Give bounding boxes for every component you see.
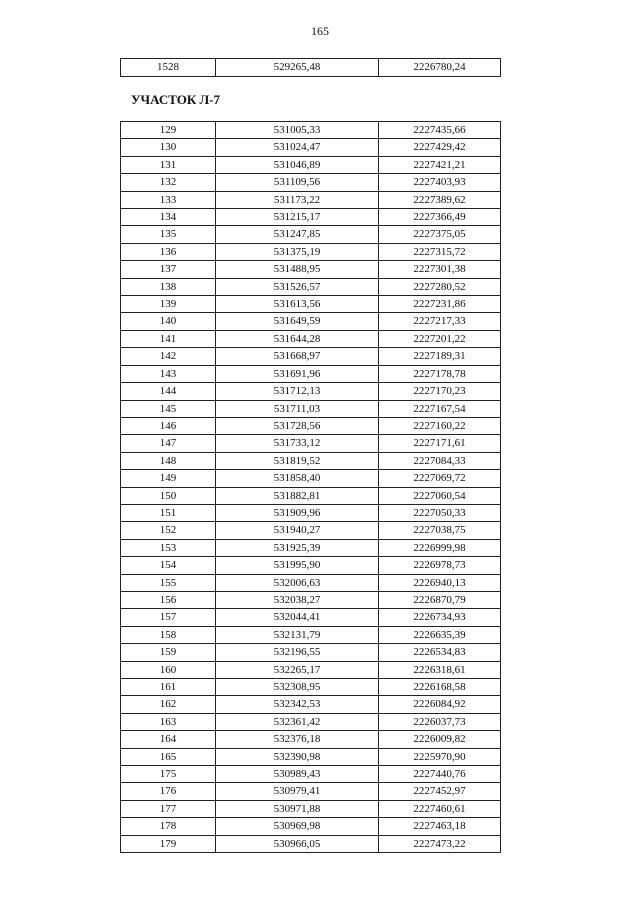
x-coordinate-cell: 532131,79 bbox=[216, 626, 379, 643]
top-coordinates-table bbox=[120, 58, 501, 77]
table-row bbox=[121, 122, 501, 139]
table-row bbox=[121, 261, 501, 278]
y-coordinate-cell: 2227189,31 bbox=[379, 348, 501, 365]
y-coordinate-cell: 2227060,54 bbox=[379, 487, 501, 504]
point-number-cell: 144 bbox=[121, 383, 216, 400]
y-coordinate-cell: 2226635,39 bbox=[379, 626, 501, 643]
section-coordinates-table bbox=[120, 121, 501, 853]
x-coordinate-cell: 530969,98 bbox=[216, 818, 379, 835]
point-number-cell: 142 bbox=[121, 348, 216, 365]
x-coordinate-cell: 532376,18 bbox=[216, 731, 379, 748]
table-row bbox=[121, 504, 501, 521]
x-coordinate-cell: 531668,97 bbox=[216, 348, 379, 365]
table-row bbox=[121, 487, 501, 504]
point-number-cell: 139 bbox=[121, 296, 216, 313]
point-number-cell: 143 bbox=[121, 365, 216, 382]
table-row bbox=[121, 800, 501, 817]
y-coordinate-cell: 2227201,22 bbox=[379, 330, 501, 347]
table-row bbox=[121, 679, 501, 696]
table-row bbox=[121, 348, 501, 365]
point-number-cell: 164 bbox=[121, 731, 216, 748]
point-number-cell: 1528 bbox=[121, 59, 216, 77]
x-coordinate-cell: 530979,41 bbox=[216, 783, 379, 800]
y-coordinate-cell: 2227389,62 bbox=[379, 191, 501, 208]
x-coordinate-cell: 530971,88 bbox=[216, 800, 379, 817]
x-coordinate-cell: 531925,39 bbox=[216, 539, 379, 556]
point-number-cell: 157 bbox=[121, 609, 216, 626]
y-coordinate-cell: 2227170,23 bbox=[379, 383, 501, 400]
y-coordinate-cell: 2227429,42 bbox=[379, 139, 501, 156]
y-coordinate-cell: 2227084,33 bbox=[379, 452, 501, 469]
x-coordinate-cell: 532342,53 bbox=[216, 696, 379, 713]
table-row bbox=[121, 243, 501, 260]
y-coordinate-cell: 2227178,78 bbox=[379, 365, 501, 382]
point-number-cell: 129 bbox=[121, 122, 216, 139]
point-number-cell: 135 bbox=[121, 226, 216, 243]
y-coordinate-cell: 2227069,72 bbox=[379, 470, 501, 487]
y-coordinate-cell: 2227421,21 bbox=[379, 156, 501, 173]
point-number-cell: 163 bbox=[121, 713, 216, 730]
x-coordinate-cell: 531733,12 bbox=[216, 435, 379, 452]
point-number-cell: 161 bbox=[121, 679, 216, 696]
x-coordinate-cell: 531712,13 bbox=[216, 383, 379, 400]
point-number-cell: 136 bbox=[121, 243, 216, 260]
x-coordinate-cell: 531247,85 bbox=[216, 226, 379, 243]
y-coordinate-cell: 2227301,38 bbox=[379, 261, 501, 278]
x-coordinate-cell: 530966,05 bbox=[216, 835, 379, 852]
y-coordinate-cell: 2227231,86 bbox=[379, 296, 501, 313]
y-coordinate-cell: 2226780,24 bbox=[379, 59, 501, 77]
table-row bbox=[121, 296, 501, 313]
point-number-cell: 130 bbox=[121, 139, 216, 156]
x-coordinate-cell: 531005,33 bbox=[216, 122, 379, 139]
y-coordinate-cell: 2226940,13 bbox=[379, 574, 501, 591]
point-number-cell: 178 bbox=[121, 818, 216, 835]
y-coordinate-cell: 2227217,33 bbox=[379, 313, 501, 330]
page-number: 165 bbox=[311, 24, 329, 38]
point-number-cell: 147 bbox=[121, 435, 216, 452]
table-row bbox=[121, 731, 501, 748]
table-row bbox=[121, 156, 501, 173]
table-row bbox=[121, 661, 501, 678]
x-coordinate-cell: 531882,81 bbox=[216, 487, 379, 504]
y-coordinate-cell: 2227171,61 bbox=[379, 435, 501, 452]
table-row bbox=[121, 713, 501, 730]
table-row bbox=[121, 644, 501, 661]
table-row bbox=[121, 139, 501, 156]
table-row bbox=[121, 435, 501, 452]
table-row bbox=[121, 696, 501, 713]
point-number-cell: 160 bbox=[121, 661, 216, 678]
table-row bbox=[121, 278, 501, 295]
y-coordinate-cell: 2227452,97 bbox=[379, 783, 501, 800]
table-row bbox=[121, 383, 501, 400]
table-row bbox=[121, 365, 501, 382]
y-coordinate-cell: 2227280,52 bbox=[379, 278, 501, 295]
x-coordinate-cell: 531375,19 bbox=[216, 243, 379, 260]
y-coordinate-cell: 2227375,05 bbox=[379, 226, 501, 243]
point-number-cell: 149 bbox=[121, 470, 216, 487]
x-coordinate-cell: 531644,28 bbox=[216, 330, 379, 347]
point-number-cell: 162 bbox=[121, 696, 216, 713]
y-coordinate-cell: 2225970,90 bbox=[379, 748, 501, 765]
x-coordinate-cell: 531526,57 bbox=[216, 278, 379, 295]
y-coordinate-cell: 2226978,73 bbox=[379, 557, 501, 574]
y-coordinate-cell: 2227315,72 bbox=[379, 243, 501, 260]
x-coordinate-cell: 532308,95 bbox=[216, 679, 379, 696]
x-coordinate-cell: 531215,17 bbox=[216, 209, 379, 226]
x-coordinate-cell: 532038,27 bbox=[216, 591, 379, 608]
x-coordinate-cell: 531488,95 bbox=[216, 261, 379, 278]
y-coordinate-cell: 2227460,61 bbox=[379, 800, 501, 817]
table-row bbox=[121, 330, 501, 347]
point-number-cell: 134 bbox=[121, 209, 216, 226]
x-coordinate-cell: 532044,41 bbox=[216, 609, 379, 626]
point-number-cell: 133 bbox=[121, 191, 216, 208]
table-row bbox=[121, 400, 501, 417]
x-coordinate-cell: 531173,22 bbox=[216, 191, 379, 208]
y-coordinate-cell: 2227435,66 bbox=[379, 122, 501, 139]
point-number-cell: 156 bbox=[121, 591, 216, 608]
x-coordinate-cell: 532361,42 bbox=[216, 713, 379, 730]
table-row bbox=[121, 626, 501, 643]
table-row bbox=[121, 835, 501, 852]
y-coordinate-cell: 2226534,83 bbox=[379, 644, 501, 661]
y-coordinate-cell: 2227473,22 bbox=[379, 835, 501, 852]
point-number-cell: 131 bbox=[121, 156, 216, 173]
y-coordinate-cell: 2227403,93 bbox=[379, 174, 501, 191]
y-coordinate-cell: 2227440,76 bbox=[379, 766, 501, 783]
table-row bbox=[121, 313, 501, 330]
y-coordinate-cell: 2226870,79 bbox=[379, 591, 501, 608]
x-coordinate-cell: 531995,90 bbox=[216, 557, 379, 574]
point-number-cell: 145 bbox=[121, 400, 216, 417]
point-number-cell: 140 bbox=[121, 313, 216, 330]
point-number-cell: 137 bbox=[121, 261, 216, 278]
point-number-cell: 146 bbox=[121, 417, 216, 434]
x-coordinate-cell: 531711,03 bbox=[216, 400, 379, 417]
x-coordinate-cell: 532006,63 bbox=[216, 574, 379, 591]
y-coordinate-cell: 2227463,18 bbox=[379, 818, 501, 835]
table-row bbox=[121, 174, 501, 191]
x-coordinate-cell: 531819,52 bbox=[216, 452, 379, 469]
point-number-cell: 150 bbox=[121, 487, 216, 504]
y-coordinate-cell: 2226999,98 bbox=[379, 539, 501, 556]
x-coordinate-cell: 529265,48 bbox=[216, 59, 379, 77]
table-row bbox=[121, 574, 501, 591]
y-coordinate-cell: 2226009,82 bbox=[379, 731, 501, 748]
point-number-cell: 158 bbox=[121, 626, 216, 643]
table-row bbox=[121, 452, 501, 469]
point-number-cell: 177 bbox=[121, 800, 216, 817]
x-coordinate-cell: 531858,40 bbox=[216, 470, 379, 487]
point-number-cell: 155 bbox=[121, 574, 216, 591]
table-row bbox=[121, 470, 501, 487]
x-coordinate-cell: 531691,96 bbox=[216, 365, 379, 382]
table-row bbox=[121, 783, 501, 800]
table-row bbox=[121, 191, 501, 208]
table-row bbox=[121, 226, 501, 243]
y-coordinate-cell: 2226037,73 bbox=[379, 713, 501, 730]
point-number-cell: 165 bbox=[121, 748, 216, 765]
point-number-cell: 141 bbox=[121, 330, 216, 347]
table-row bbox=[121, 522, 501, 539]
x-coordinate-cell: 531728,56 bbox=[216, 417, 379, 434]
table-row bbox=[121, 591, 501, 608]
point-number-cell: 179 bbox=[121, 835, 216, 852]
x-coordinate-cell: 531940,27 bbox=[216, 522, 379, 539]
x-coordinate-cell: 532196,55 bbox=[216, 644, 379, 661]
point-number-cell: 175 bbox=[121, 766, 216, 783]
x-coordinate-cell: 531109,56 bbox=[216, 174, 379, 191]
table-row bbox=[121, 539, 501, 556]
point-number-cell: 138 bbox=[121, 278, 216, 295]
table-row bbox=[121, 209, 501, 226]
table-row bbox=[121, 748, 501, 765]
y-coordinate-cell: 2227050,33 bbox=[379, 504, 501, 521]
x-coordinate-cell: 531909,96 bbox=[216, 504, 379, 521]
point-number-cell: 152 bbox=[121, 522, 216, 539]
section-title: УЧАСТОК Л-7 bbox=[131, 92, 221, 107]
y-coordinate-cell: 2226318,61 bbox=[379, 661, 501, 678]
point-number-cell: 132 bbox=[121, 174, 216, 191]
table-row bbox=[121, 59, 501, 77]
y-coordinate-cell: 2226734,93 bbox=[379, 609, 501, 626]
y-coordinate-cell: 2226168,58 bbox=[379, 679, 501, 696]
point-number-cell: 148 bbox=[121, 452, 216, 469]
point-number-cell: 154 bbox=[121, 557, 216, 574]
x-coordinate-cell: 531046,89 bbox=[216, 156, 379, 173]
table-row bbox=[121, 818, 501, 835]
y-coordinate-cell: 2227366,49 bbox=[379, 209, 501, 226]
table-row bbox=[121, 766, 501, 783]
x-coordinate-cell: 530989,43 bbox=[216, 766, 379, 783]
x-coordinate-cell: 532390,98 bbox=[216, 748, 379, 765]
point-number-cell: 151 bbox=[121, 504, 216, 521]
table-row bbox=[121, 417, 501, 434]
y-coordinate-cell: 2227160,22 bbox=[379, 417, 501, 434]
x-coordinate-cell: 531024,47 bbox=[216, 139, 379, 156]
table-row bbox=[121, 557, 501, 574]
x-coordinate-cell: 531649,59 bbox=[216, 313, 379, 330]
point-number-cell: 176 bbox=[121, 783, 216, 800]
y-coordinate-cell: 2227167,54 bbox=[379, 400, 501, 417]
y-coordinate-cell: 2226084,92 bbox=[379, 696, 501, 713]
point-number-cell: 153 bbox=[121, 539, 216, 556]
point-number-cell: 159 bbox=[121, 644, 216, 661]
x-coordinate-cell: 532265,17 bbox=[216, 661, 379, 678]
table-row bbox=[121, 609, 501, 626]
y-coordinate-cell: 2227038,75 bbox=[379, 522, 501, 539]
x-coordinate-cell: 531613,56 bbox=[216, 296, 379, 313]
